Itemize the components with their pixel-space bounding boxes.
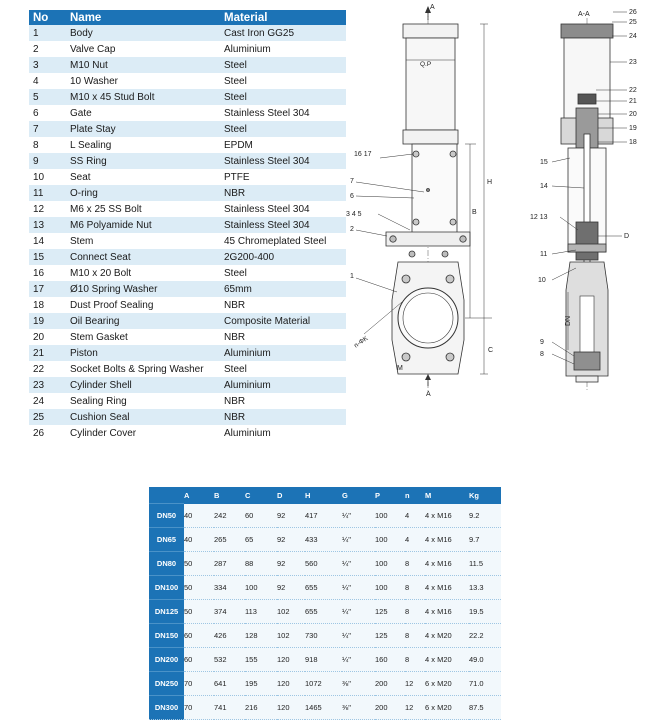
label-16-17: 16 17 (354, 151, 372, 158)
dimension-value-cell: 11.5 (469, 552, 501, 576)
label-26: 26 (629, 9, 637, 16)
dimension-value-cell: 741 (214, 696, 245, 720)
label-25: 25 (629, 19, 637, 26)
table-row (29, 25, 346, 41)
dimension-value-cell: 641 (214, 672, 245, 696)
dimension-value-cell: 4 (405, 504, 425, 528)
part-name-cell: Gate (66, 105, 220, 121)
parts-header-material: Material (220, 10, 346, 25)
part-name-cell: Oil Bearing (66, 313, 220, 329)
dimension-value-cell: 60 (184, 624, 214, 648)
dimension-value-cell: 40 (184, 528, 214, 552)
part-name-cell: Stem (66, 233, 220, 249)
dimension-header-cell: Kg (469, 487, 501, 504)
dimension-value-cell: 92 (277, 528, 305, 552)
dimension-size-cell: DN150 (149, 624, 184, 648)
part-material-cell: Steel (220, 57, 346, 73)
dimension-header-cell: B (214, 487, 245, 504)
front-view (346, 4, 493, 398)
dimension-value-cell: 50 (184, 576, 214, 600)
table-row (29, 265, 346, 281)
bottom-arrow-icon (425, 374, 431, 380)
part-no-cell: 17 (29, 281, 66, 297)
dimension-value-cell: 113 (245, 600, 277, 624)
dimension-size-cell: DN100 (149, 576, 184, 600)
table-row (29, 105, 346, 121)
dimension-value-cell: 125 (375, 600, 405, 624)
label-1: 1 (350, 273, 354, 280)
part-material-cell: Aluminium (220, 377, 346, 393)
label-7: 7 (350, 178, 354, 185)
part-no-cell: 19 (29, 313, 66, 329)
part-material-cell: NBR (220, 185, 346, 201)
dimension-size-cell: DN300 (149, 696, 184, 720)
dimension-value-cell: 12 (405, 696, 425, 720)
dimension-value-cell: 8 (405, 576, 425, 600)
dim-d-label: D (624, 233, 630, 240)
dimension-value-cell: 4 x M16 (425, 600, 469, 624)
dimension-value-cell: 120 (277, 648, 305, 672)
part-no-cell: 24 (29, 393, 66, 409)
part-name-cell: SS Ring (66, 153, 220, 169)
part-name-cell: Cushion Seal (66, 409, 220, 425)
dimension-table-body (149, 504, 501, 720)
part-material-cell: Steel (220, 265, 346, 281)
dimension-value-cell: 6 x M20 (425, 696, 469, 720)
label-3-4-5: 3 4 5 (346, 211, 362, 218)
dimension-value-cell: 50 (184, 552, 214, 576)
dimension-value-cell: 92 (277, 552, 305, 576)
part-material-cell: Cast Iron GG25 (220, 25, 346, 41)
part-material-cell: 2G200-400 (220, 249, 346, 265)
table-row (29, 217, 346, 233)
part-no-cell: 12 (29, 201, 66, 217)
table-row (29, 393, 346, 409)
part-no-cell: 14 (29, 233, 66, 249)
dimension-value-cell: 216 (245, 696, 277, 720)
part-no-cell: 2 (29, 41, 66, 57)
dimension-value-cell: ¼" (342, 576, 375, 600)
dimension-header-cell: M (425, 487, 469, 504)
dimension-table (149, 487, 501, 720)
label-8: 8 (540, 351, 544, 358)
dim-h-label: H (487, 179, 493, 186)
table-row (29, 313, 346, 329)
part-material-cell: NBR (220, 409, 346, 425)
label-12-13: 12 13 (530, 214, 548, 221)
cylinder-cover-shape (403, 24, 458, 38)
parts-table-body (29, 25, 346, 441)
dimension-value-cell: 560 (305, 552, 342, 576)
dimension-size-cell: DN250 (149, 672, 184, 696)
dimension-size-cell: DN200 (149, 648, 184, 672)
dimension-header-cell: H (305, 487, 342, 504)
dimension-size-cell: DN65 (149, 528, 184, 552)
dimension-value-cell: 50 (184, 600, 214, 624)
part-no-cell: 25 (29, 409, 66, 425)
thread-label: M (397, 365, 403, 372)
label-21: 21 (629, 98, 637, 105)
part-name-cell: Dust Proof Sealing (66, 297, 220, 313)
part-no-cell: 16 (29, 265, 66, 281)
dimension-header-cell: P (375, 487, 405, 504)
part-material-cell: Stainless Steel 304 (220, 105, 346, 121)
table-row (29, 409, 346, 425)
label-23: 23 (629, 59, 637, 66)
label-15: 15 (540, 159, 548, 166)
dimension-value-cell: 49.0 (469, 648, 501, 672)
dimension-value-cell: 13.3 (469, 576, 501, 600)
dimension-value-cell: 433 (305, 528, 342, 552)
dimension-value-cell: 4 x M16 (425, 528, 469, 552)
part-name-cell: Sealing Ring (66, 393, 220, 409)
part-no-cell: 20 (29, 329, 66, 345)
dimension-header-cell: D (277, 487, 305, 504)
table-row (29, 377, 346, 393)
bolt-holes-label: n-ΦK (352, 334, 370, 350)
part-material-cell: NBR (220, 393, 346, 409)
dimension-value-cell: 334 (214, 576, 245, 600)
part-name-cell: M10 x 20 Bolt (66, 265, 220, 281)
section-cylinder-cover (561, 24, 613, 38)
table-row (29, 201, 346, 217)
dimension-value-cell: 100 (375, 504, 405, 528)
dimension-value-cell: 160 (375, 648, 405, 672)
dimension-value-cell: ¼" (342, 648, 375, 672)
section-title: A-A (578, 11, 590, 18)
valve-cap-shape (386, 232, 470, 246)
dimension-value-cell: 100 (375, 552, 405, 576)
part-name-cell: Stem Gasket (66, 329, 220, 345)
part-material-cell: Aluminium (220, 41, 346, 57)
part-material-cell: Stainless Steel 304 (220, 201, 346, 217)
table-row (29, 233, 346, 249)
part-material-cell: 45 Chromeplated Steel (220, 233, 346, 249)
part-name-cell: Ø10 Spring Washer (66, 281, 220, 297)
valve-drawings (340, 0, 650, 400)
cylinder-label: Q.P (420, 61, 432, 68)
dimension-size-cell: DN80 (149, 552, 184, 576)
label-6: 6 (350, 193, 354, 200)
part-no-cell: 3 (29, 57, 66, 73)
parts-header-name: Name (66, 10, 220, 25)
part-name-cell: M10 x 45 Stud Bolt (66, 89, 220, 105)
part-material-cell: PTFE (220, 169, 346, 185)
dimension-header-cell: A (184, 487, 214, 504)
table-row (29, 73, 346, 89)
part-name-cell: O-ring (66, 185, 220, 201)
table-row (29, 41, 346, 57)
table-row (149, 504, 501, 528)
dimension-value-cell: 102 (277, 624, 305, 648)
part-name-cell: 10 Washer (66, 73, 220, 89)
part-material-cell: Steel (220, 73, 346, 89)
part-material-cell: Stainless Steel 304 (220, 153, 346, 169)
dimension-value-cell: 417 (305, 504, 342, 528)
table-row (149, 576, 501, 600)
part-name-cell: Plate Stay (66, 121, 220, 137)
dimension-value-cell: 65 (245, 528, 277, 552)
part-name-cell: M6 Polyamide Nut (66, 217, 220, 233)
dimension-value-cell: 4 (405, 528, 425, 552)
dimension-value-cell: 655 (305, 576, 342, 600)
part-name-cell: M6 x 25 SS Bolt (66, 201, 220, 217)
part-material-cell: 65mm (220, 281, 346, 297)
section-piston (578, 94, 596, 104)
dimension-value-cell: 4 x M20 (425, 648, 469, 672)
part-no-cell: 5 (29, 89, 66, 105)
dimension-value-cell: ⅜" (342, 672, 375, 696)
label-2: 2 (350, 226, 354, 233)
table-row (29, 169, 346, 185)
table-row (29, 281, 346, 297)
table-row (29, 137, 346, 153)
dimension-header-cell: n (405, 487, 425, 504)
dimension-value-cell: 40 (184, 504, 214, 528)
dimension-value-cell: 19.5 (469, 600, 501, 624)
dimension-value-cell: ¼" (342, 624, 375, 648)
part-name-cell: Piston (66, 345, 220, 361)
dimension-value-cell: 287 (214, 552, 245, 576)
dimension-value-cell: 532 (214, 648, 245, 672)
table-row (29, 185, 346, 201)
table-row (149, 552, 501, 576)
dimension-value-cell: ¼" (342, 504, 375, 528)
dimension-value-cell: ¼" (342, 552, 375, 576)
dimension-value-cell: 12 (405, 672, 425, 696)
cylinder-base-shape (403, 130, 458, 144)
dimension-header-cell: G (342, 487, 375, 504)
dimension-value-cell: 200 (375, 672, 405, 696)
dimension-value-cell: 70 (184, 672, 214, 696)
dimension-value-cell: 92 (277, 504, 305, 528)
dimension-size-cell: DN50 (149, 504, 184, 528)
dimension-value-cell: 200 (375, 696, 405, 720)
dimension-value-cell: 8 (405, 648, 425, 672)
part-no-cell: 15 (29, 249, 66, 265)
part-no-cell: 18 (29, 297, 66, 313)
part-no-cell: 23 (29, 377, 66, 393)
section-view (530, 9, 637, 392)
table-row (29, 345, 346, 361)
dimension-value-cell: 374 (214, 600, 245, 624)
dimension-size-cell: DN125 (149, 600, 184, 624)
part-material-cell: Steel (220, 121, 346, 137)
dimension-value-cell: ⅜" (342, 696, 375, 720)
part-name-cell: Body (66, 25, 220, 41)
part-no-cell: 4 (29, 73, 66, 89)
table-row (29, 297, 346, 313)
dimension-value-cell: 426 (214, 624, 245, 648)
dim-c-label: C (488, 347, 494, 354)
dimension-value-cell: 100 (245, 576, 277, 600)
dimension-value-cell: 155 (245, 648, 277, 672)
cylinder-body-shape (406, 38, 455, 130)
table-row (29, 153, 346, 169)
part-material-cell: Stainless Steel 304 (220, 217, 346, 233)
dimension-value-cell: ¼" (342, 600, 375, 624)
dimension-value-cell: 8 (405, 552, 425, 576)
dimension-value-cell: 1072 (305, 672, 342, 696)
dimension-value-cell: 70 (184, 696, 214, 720)
table-row (29, 121, 346, 137)
table-row (149, 696, 501, 720)
dimension-value-cell: 265 (214, 528, 245, 552)
dimension-value-cell: 87.5 (469, 696, 501, 720)
label-11: 11 (540, 251, 548, 258)
part-name-cell: Connect Seat (66, 249, 220, 265)
label-14: 14 (540, 183, 548, 190)
label-10: 10 (538, 277, 546, 284)
part-material-cell: Steel (220, 89, 346, 105)
dimension-value-cell: 8 (405, 624, 425, 648)
part-name-cell: Cylinder Cover (66, 425, 220, 441)
parts-table (29, 10, 346, 441)
dimension-value-cell: 100 (375, 576, 405, 600)
dimension-value-cell: 100 (375, 528, 405, 552)
dimension-value-cell: 120 (277, 672, 305, 696)
dimension-value-cell: 1465 (305, 696, 342, 720)
dimension-value-cell: 71.0 (469, 672, 501, 696)
dimension-value-cell: 8 (405, 600, 425, 624)
dimension-value-cell: 92 (277, 576, 305, 600)
dimension-value-cell: 9.2 (469, 504, 501, 528)
part-material-cell: Composite Material (220, 313, 346, 329)
label-22: 22 (629, 87, 637, 94)
dim-b-label: B (472, 209, 477, 216)
table-row (29, 57, 346, 73)
part-no-cell: 1 (29, 25, 66, 41)
dimension-value-cell: 4 x M16 (425, 552, 469, 576)
table-row (29, 425, 346, 441)
dimension-value-cell: 6 x M20 (425, 672, 469, 696)
dimension-value-cell: 88 (245, 552, 277, 576)
part-no-cell: 13 (29, 217, 66, 233)
table-row (29, 89, 346, 105)
part-name-cell: Seat (66, 169, 220, 185)
dimension-value-cell: 22.2 (469, 624, 501, 648)
dimension-value-cell: 655 (305, 600, 342, 624)
dimension-value-cell: 242 (214, 504, 245, 528)
dimension-value-cell: 9.7 (469, 528, 501, 552)
dimension-value-cell: 4 x M20 (425, 624, 469, 648)
part-name-cell: Valve Cap (66, 41, 220, 57)
dimension-value-cell: ¼" (342, 528, 375, 552)
front-bottom-arrow-label: A (426, 391, 431, 398)
dimension-value-cell: 102 (277, 600, 305, 624)
part-no-cell: 6 (29, 105, 66, 121)
part-no-cell: 10 (29, 169, 66, 185)
dimension-value-cell: 730 (305, 624, 342, 648)
parts-table-header (29, 10, 346, 25)
table-row (149, 648, 501, 672)
label-19: 19 (629, 125, 637, 132)
part-no-cell: 22 (29, 361, 66, 377)
dimension-value-cell: 120 (277, 696, 305, 720)
part-no-cell: 9 (29, 153, 66, 169)
part-name-cell: L Sealing (66, 137, 220, 153)
dimension-value-cell: 125 (375, 624, 405, 648)
table-row (149, 528, 501, 552)
table-row (29, 361, 346, 377)
parts-header-no: No (29, 10, 66, 25)
part-no-cell: 26 (29, 425, 66, 441)
front-arrow-label: A (430, 4, 435, 11)
table-row (29, 329, 346, 345)
dimension-value-cell: 4 x M16 (425, 504, 469, 528)
label-24: 24 (629, 33, 637, 40)
part-name-cell: Cylinder Shell (66, 377, 220, 393)
part-material-cell: Aluminium (220, 345, 346, 361)
part-material-cell: NBR (220, 297, 346, 313)
part-no-cell: 8 (29, 137, 66, 153)
dimension-value-cell: 195 (245, 672, 277, 696)
table-row (149, 624, 501, 648)
label-20: 20 (629, 111, 637, 118)
dimension-value-cell: 4 x M16 (425, 576, 469, 600)
part-material-cell: Aluminium (220, 425, 346, 441)
part-no-cell: 7 (29, 121, 66, 137)
table-row (29, 249, 346, 265)
dimension-header-cell: C (245, 487, 277, 504)
part-name-cell: Socket Bolts & Spring Washer (66, 361, 220, 377)
label-18: 18 (629, 139, 637, 146)
dim-dn-label: DN (565, 315, 572, 326)
part-no-cell: 11 (29, 185, 66, 201)
dimension-value-cell: 918 (305, 648, 342, 672)
table-row (149, 672, 501, 696)
dimension-value-cell: 60 (184, 648, 214, 672)
dimension-value-cell: 128 (245, 624, 277, 648)
table-row (149, 600, 501, 624)
dimension-header-cell (149, 487, 184, 504)
part-material-cell: Steel (220, 361, 346, 377)
dimension-value-cell: 60 (245, 504, 277, 528)
section-stem (584, 134, 590, 284)
part-name-cell: M10 Nut (66, 57, 220, 73)
label-9: 9 (540, 339, 544, 346)
part-no-cell: 21 (29, 345, 66, 361)
part-material-cell: NBR (220, 329, 346, 345)
part-material-cell: EPDM (220, 137, 346, 153)
dimension-table-header (149, 487, 501, 504)
